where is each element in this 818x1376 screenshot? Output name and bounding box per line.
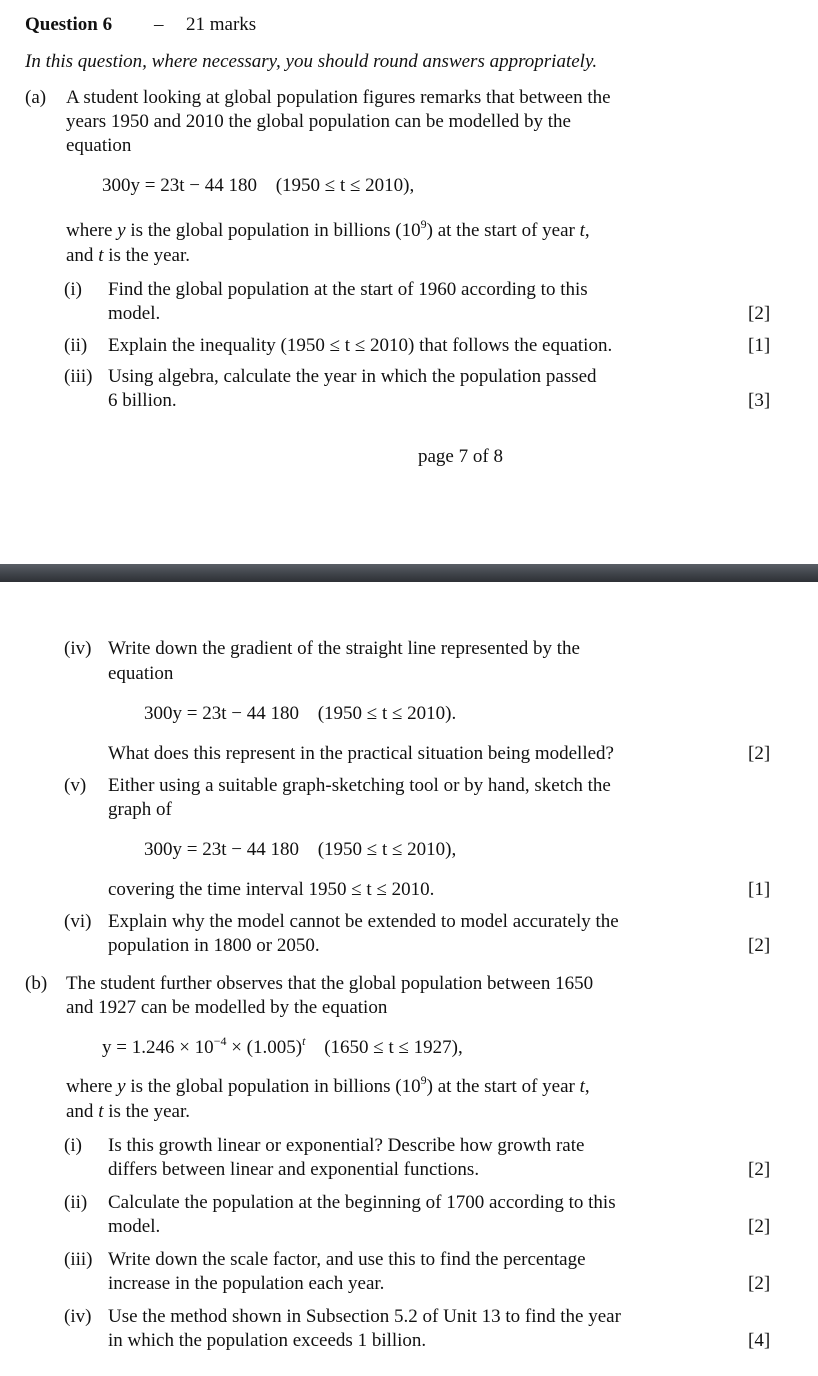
b-iii-mark: [2]: [748, 1273, 771, 1294]
instruction-text: In this question, where necessary, you should round answers appropriately.: [25, 51, 598, 72]
a-i-label: (i): [64, 279, 82, 300]
part-a-intro-line1: A student looking at global population figures remarks that between the: [66, 87, 611, 108]
equation-domain: (1950 ≤ t ≤ 2010),: [275, 175, 415, 196]
b-ii-label: (ii): [64, 1192, 88, 1213]
a-i-text-line2: model.: [108, 303, 161, 324]
a-iv-text-line2: equation: [108, 663, 174, 684]
a-iv-text-line1: Write down the gradient of the straight line represented by the: [108, 638, 580, 659]
page-separator: [0, 564, 818, 582]
b-i-text-line1: Is this growth linear or exponential? Describe how growth rate: [108, 1135, 585, 1156]
part-b-intro-line2: and 1927 can be modelled by the equation: [66, 997, 388, 1018]
a-iii-mark: [3]: [748, 390, 771, 411]
a-vi-text-line1: Explain why the model cannot be extended to model accurately the: [108, 911, 619, 932]
b-ii-text-line1: Calculate the population at the beginning of 1700 according to this: [108, 1192, 616, 1213]
question-marks: 21 marks: [186, 14, 257, 35]
b-ii-text-line2: model.: [108, 1216, 161, 1237]
part-a-intro-line3: equation: [66, 135, 132, 156]
b-iii-text-line2: increase in the population each year.: [108, 1273, 385, 1294]
b-i-label: (i): [64, 1135, 82, 1156]
b-iv-text-line2: in which the population exceeds 1 billion.: [108, 1330, 427, 1351]
a-i-text-line1: Find the global population at the start of 1960 according to this: [108, 279, 588, 300]
a-v-text-line2: graph of: [108, 799, 172, 820]
equation-linear-1: [102, 175, 414, 197]
a-ii-mark: [1]: [748, 335, 771, 356]
b-iv-label: (iv): [64, 1306, 92, 1327]
a-ii-label: (ii): [64, 335, 88, 356]
a-vi-label: (vi): [64, 911, 92, 932]
b-i-text-line2: differs between linear and exponential functions.: [108, 1159, 480, 1180]
b-iv-text-line1: Use the method shown in Subsection 5.2 of Unit 13 to find the year: [108, 1306, 621, 1327]
a-vi-text-line2: population in 1800 or 2050.: [108, 935, 320, 956]
b-i-mark: [2]: [748, 1159, 771, 1180]
part-a-label: (a): [25, 87, 47, 108]
b-ii-mark: [2]: [748, 1216, 771, 1237]
b-where-line2: and t is the year.: [66, 1101, 190, 1122]
title-dash: –: [154, 14, 164, 35]
a-iii-label: (iii): [64, 366, 93, 387]
a-v-text-line1: Either using a suitable graph-sketching tool or by hand, sketch the: [108, 775, 611, 796]
a-i-mark: [2]: [748, 303, 771, 324]
b-iii-text-line1: Write down the scale factor, and use this to find the percentage: [108, 1249, 586, 1270]
a-iv-mark: [2]: [748, 743, 771, 764]
question-title: Question 6: [25, 14, 113, 35]
a-vi-mark: [2]: [748, 935, 771, 956]
a-iv-label: (iv): [64, 638, 92, 659]
a-iv-text-line3: What does this represent in the practical situation being modelled?: [108, 743, 614, 764]
part-b-intro-line1: The student further observes that the global population between 1650: [66, 973, 594, 994]
b-iv-mark: [4]: [748, 1330, 771, 1351]
equation-linear-3: 300y = 23t − 44 180 (1950 ≤ t ≤ 2010),: [144, 839, 457, 860]
equation-lhs: 300y = 23t − 44 180: [102, 175, 257, 196]
part-a-intro-line2: years 1950 and 2010 the global population can be modelled by the: [66, 111, 571, 132]
b-iii-label: (iii): [64, 1249, 93, 1270]
equation-exponential: $y = 1.246 \times 10^{-4} \times (1.005)^t$ (1650 ≤ t ≤ 1927),: [102, 1033, 463, 1058]
a-v-mark: [1]: [748, 879, 771, 900]
a-v-label: (v): [64, 775, 87, 796]
equation-linear-2: 300y = 23t − 44 180 (1950 ≤ t ≤ 2010).: [144, 703, 457, 724]
page-footer: page 7 of 8: [418, 446, 503, 467]
where-line2: and t is the year.: [66, 245, 190, 266]
a-v-text-line3: covering the time interval 1950 ≤ t ≤ 2010.: [108, 879, 435, 900]
b-where-line1: where y is the global population in billions $(10^9)$ at the start of year t,: [66, 1072, 590, 1097]
part-b-label: (b): [25, 973, 48, 994]
a-iii-text-line2: 6 billion.: [108, 390, 177, 411]
a-iii-text-line1: Using algebra, calculate the year in which the population passed: [108, 366, 597, 387]
a-ii-text: Explain the inequality (1950 ≤ t ≤ 2010) that follows the equation.: [108, 335, 613, 356]
where-line1: where y is the global population in billions $(10^9)$ at the start of year t,: [66, 216, 590, 241]
